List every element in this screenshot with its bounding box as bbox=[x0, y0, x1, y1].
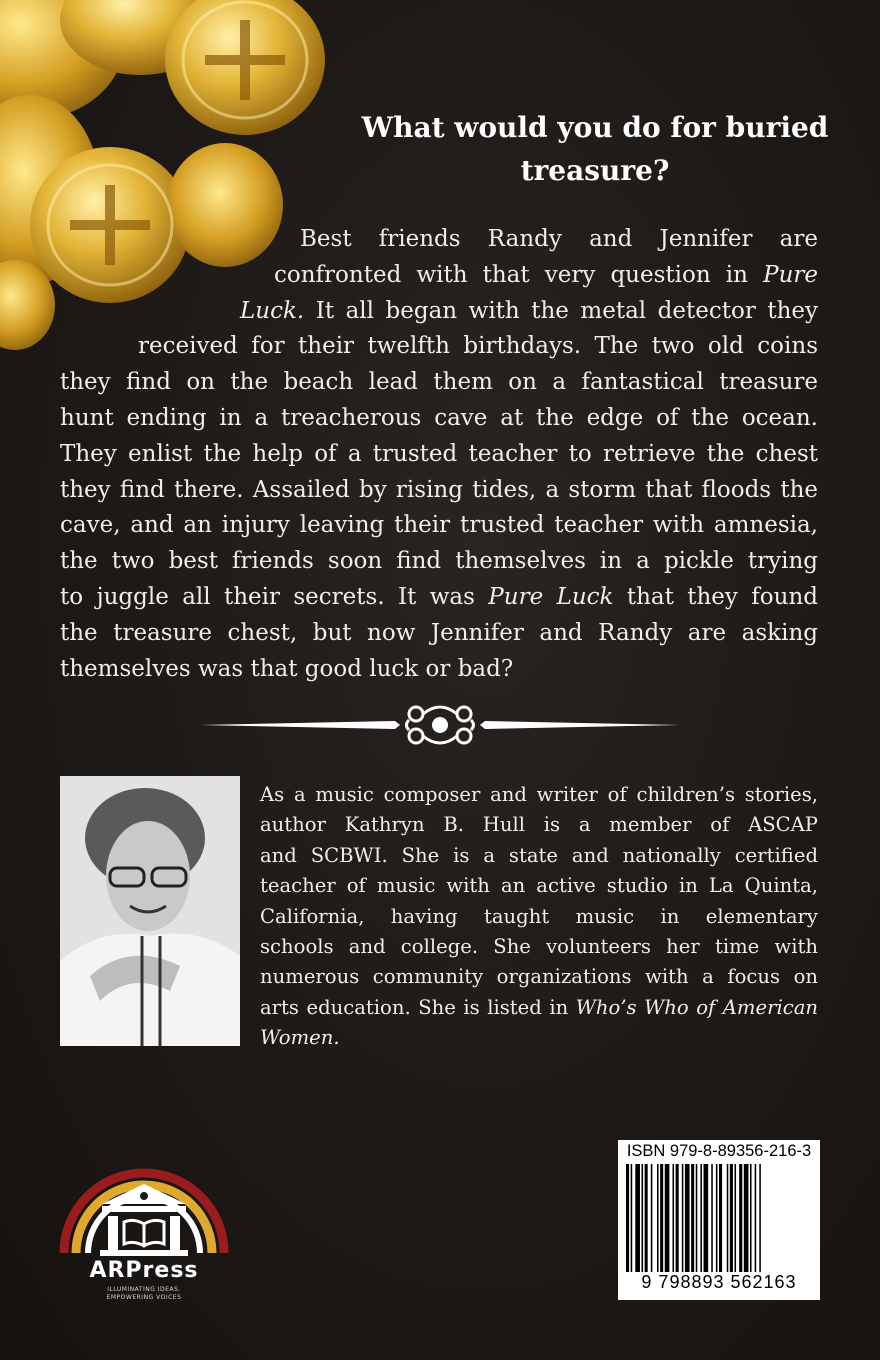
ornamental-divider bbox=[200, 700, 680, 750]
barcode-bar bbox=[673, 1164, 675, 1272]
book-title-italic: Luck. bbox=[240, 297, 305, 324]
barcode-bar bbox=[696, 1164, 698, 1272]
barcode-bar bbox=[716, 1164, 718, 1272]
headline bbox=[330, 106, 860, 192]
isbn-barcode bbox=[618, 1140, 820, 1300]
barcode-bar bbox=[711, 1164, 713, 1272]
blurb-line: hunt ending in a treacherous cave at the edge of the ocean. bbox=[60, 404, 818, 431]
isbn-label: ISBN 979-8-89356-216-3 bbox=[626, 1142, 812, 1160]
barcode-bar bbox=[660, 1164, 663, 1272]
blurb-line: the treasure chest, but now Jennifer and Randy are asking bbox=[60, 619, 818, 646]
barcode-bar bbox=[759, 1164, 761, 1272]
headline-line-1: What would you do for buried bbox=[361, 111, 829, 144]
publisher-tagline: ILLUMINATING IDEAS. EMPOWERING VOICES bbox=[106, 1286, 182, 1301]
barcode-bar bbox=[735, 1164, 737, 1272]
barcode-bar bbox=[744, 1164, 749, 1272]
bio-line: and SCBWI. She is a state and nationally certified bbox=[260, 843, 818, 867]
publisher-name: ARPress bbox=[89, 1258, 199, 1283]
blurb-line: Best friends Randy and Jennifer are bbox=[300, 226, 818, 252]
barcode-bars bbox=[626, 1164, 812, 1272]
bio-line: schools and college. She volunteers her time with bbox=[260, 935, 818, 959]
blurb-line: the two best friends soon find themselves in a pickle trying bbox=[60, 548, 818, 575]
bio-line: numerous community organizations with a focus on bbox=[260, 965, 818, 989]
barcode-bar bbox=[626, 1164, 629, 1272]
bio-line: As a music composer and writer of children’s stories, bbox=[260, 783, 818, 806]
barcode-bar bbox=[691, 1164, 694, 1272]
bio-line: California, having taught music in elementary bbox=[260, 904, 818, 928]
book-title-italic: Pure Luck bbox=[488, 583, 614, 610]
barcode-bar bbox=[665, 1164, 670, 1272]
barcode-bar bbox=[635, 1164, 640, 1272]
bio-line: author Kathryn B. Hull is a member of ASCAP bbox=[260, 813, 818, 837]
barcode-bar bbox=[700, 1164, 702, 1272]
barcode-bar bbox=[682, 1164, 684, 1272]
author-bio bbox=[260, 780, 818, 1054]
bio-line: teacher of music with an active studio in La Quinta, bbox=[260, 874, 818, 898]
book-title-italic: Pure bbox=[763, 261, 818, 288]
barcode-bar bbox=[685, 1164, 690, 1272]
barcode-bar bbox=[631, 1164, 633, 1272]
blurb-line: They enlist the help of a trusted teacher to retrieve the chest bbox=[60, 440, 818, 467]
bio-line: arts education. She is listed in Who’s Who of American bbox=[260, 995, 819, 1019]
barcode-bar bbox=[750, 1164, 752, 1272]
bio-book-title: Who’s Who of American bbox=[575, 995, 819, 1019]
barcode-bar bbox=[730, 1164, 733, 1272]
barcode-bar bbox=[727, 1164, 729, 1272]
blurb-line: to juggle all their secrets. It was Pure Luck that they found bbox=[60, 583, 818, 610]
blurb-line: confronted with that very question in Pure bbox=[274, 261, 818, 288]
blurb-line: received for their twelfth birthdays. The two old coins bbox=[138, 333, 818, 360]
barcode-bar bbox=[651, 1164, 653, 1272]
barcode-bar bbox=[739, 1164, 742, 1272]
barcode-bar bbox=[704, 1164, 709, 1272]
bio-line: Women. bbox=[260, 1026, 340, 1050]
barcode-bar bbox=[719, 1164, 722, 1272]
barcode-bar bbox=[755, 1164, 757, 1272]
book-blurb bbox=[60, 222, 818, 687]
blurb-line: they find on the beach lead them on a fantastical treasure bbox=[60, 369, 818, 396]
barcode-bar bbox=[645, 1164, 648, 1272]
blurb-line: they find there. Assailed by rising tides, a storm that floods the bbox=[60, 476, 818, 503]
blurb-line: Luck. It all began with the metal detector they bbox=[240, 297, 819, 324]
headline-line-2: treasure? bbox=[520, 154, 670, 187]
barcode-number: 9 798893 562163 bbox=[641, 1272, 797, 1292]
barcode-bar bbox=[676, 1164, 679, 1272]
barcode-bar bbox=[657, 1164, 659, 1272]
author-photo bbox=[60, 776, 240, 1046]
blurb-line: cave, and an injury leaving their trusted teacher with amnesia, bbox=[60, 512, 818, 539]
barcode-bar bbox=[642, 1164, 644, 1272]
blurb-line: themselves was that good luck or bad? bbox=[60, 655, 514, 682]
